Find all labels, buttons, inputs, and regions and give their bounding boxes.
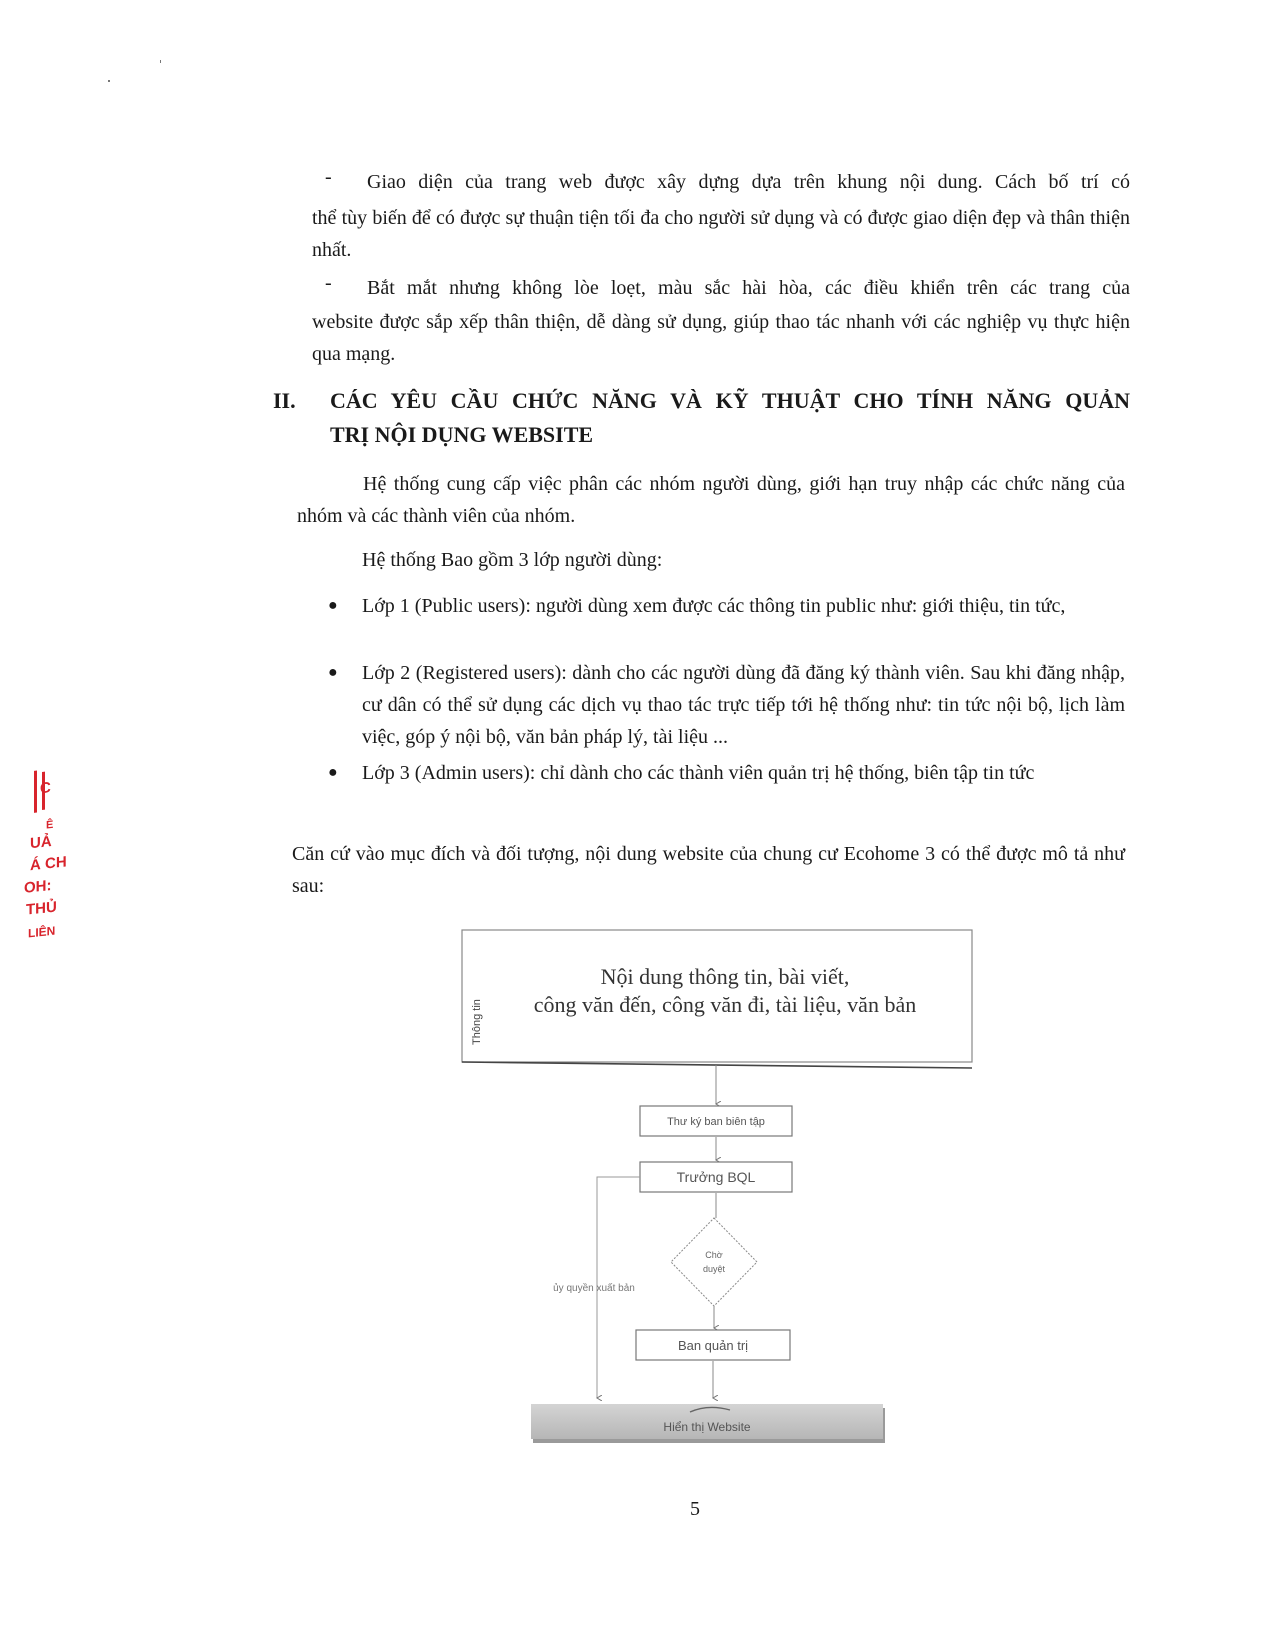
bypass-label: ủy quyền xuất bản — [553, 1283, 635, 1294]
section-title-line: TRỊ NỘI DỤNG WEBSITE — [330, 422, 594, 447]
output-label: Hiển thị Website — [663, 1420, 751, 1434]
paragraph-line: Giao diện của trang web được xây dựng dựa trên khung nội dung. Cách bố trí có — [367, 171, 1130, 193]
content-text: Nội dung thông tin, bài viết, — [600, 964, 850, 989]
step-label: Trưởng BQL — [676, 1169, 756, 1185]
side-label: Thông tin — [471, 999, 483, 1045]
step-label: Ban quản trị — [677, 1338, 749, 1353]
stamp-text: Á CH — [30, 853, 67, 875]
decision-label: duyệt — [702, 1264, 726, 1274]
list-item: Lớp 1 (Public users): người dùng xem được các thông tin public như: giới thiệu, tin tức, — [362, 595, 1066, 617]
list-item: Lớp 2 (Registered users): dành cho các người dùng đã đăng ký thành viên. Sau khi đăng nhập, cư dân có thể sử dụng các dịch vụ thao tác trực tiếp tới hệ thống như: tin tức nội bộ, lịch làm việc, góp ý nội bộ, văn bản pháp lý, tài liệu ... — [362, 662, 1125, 748]
decision-diamond — [671, 1218, 757, 1306]
section-title-line: CÁC YÊU CẦU CHỨC NĂNG VÀ KỸ THUẬT CHO TÍNH NĂNG QUẢN — [330, 388, 1130, 413]
paragraph: thể tùy biến để có được sự thuận tiện tối đa cho người sử dụng và có được giao diện đẹp và thân thiện nhất. — [312, 207, 1130, 261]
dash-marker: - — [325, 166, 332, 188]
dash-marker: - — [325, 272, 332, 294]
decision-label: Chờ — [705, 1250, 723, 1260]
bullet-dot: ● — [328, 664, 338, 681]
user-classes-intro: Hệ thống Bao gồm 3 lớp người dùng: — [362, 549, 663, 571]
bullet-dot: ● — [328, 597, 338, 614]
stamp-text: LIÊN — [28, 923, 56, 941]
content-text: công văn đến, công văn đi, tài liệu, văn bản — [533, 992, 917, 1017]
list-item: Lớp 3 (Admin users): chỉ dành cho các thành viên quản trị hệ thống, biên tập tin tức — [362, 762, 1035, 784]
closing-paragraph: Căn cứ vào mục đích và đối tượng, nội dung website của chung cư Ecohome 3 có thể được mô tả như sau: — [292, 843, 1125, 897]
stamp-text: Ê — [46, 818, 54, 832]
stamp-text: THỦ — [26, 898, 57, 919]
stamp-text: C — [40, 779, 51, 798]
section-number: II. — [273, 388, 296, 413]
step-label: Thư ký ban biên tập — [667, 1116, 765, 1128]
page-number: 5 — [690, 1498, 700, 1520]
paragraph-line: Bắt mắt nhưng không lòe loẹt, màu sắc hài hòa, các điều khiển trên các trang của — [367, 277, 1130, 299]
section-intro: Hệ thống cung cấp việc phân các nhóm người dùng, giới hạn truy nhập các chức năng của nhóm và các thành viên của nhóm. — [297, 473, 1125, 527]
stamp-text: UẢ — [30, 832, 52, 853]
bullet-dot: ● — [328, 764, 338, 781]
paragraph: website được sắp xếp thân thiện, dễ dàng sử dụng, giúp thao tác nhanh với các nghiệp vụ thực hiện qua mạng. — [312, 311, 1130, 365]
stamp-text: OH: — [24, 877, 52, 897]
